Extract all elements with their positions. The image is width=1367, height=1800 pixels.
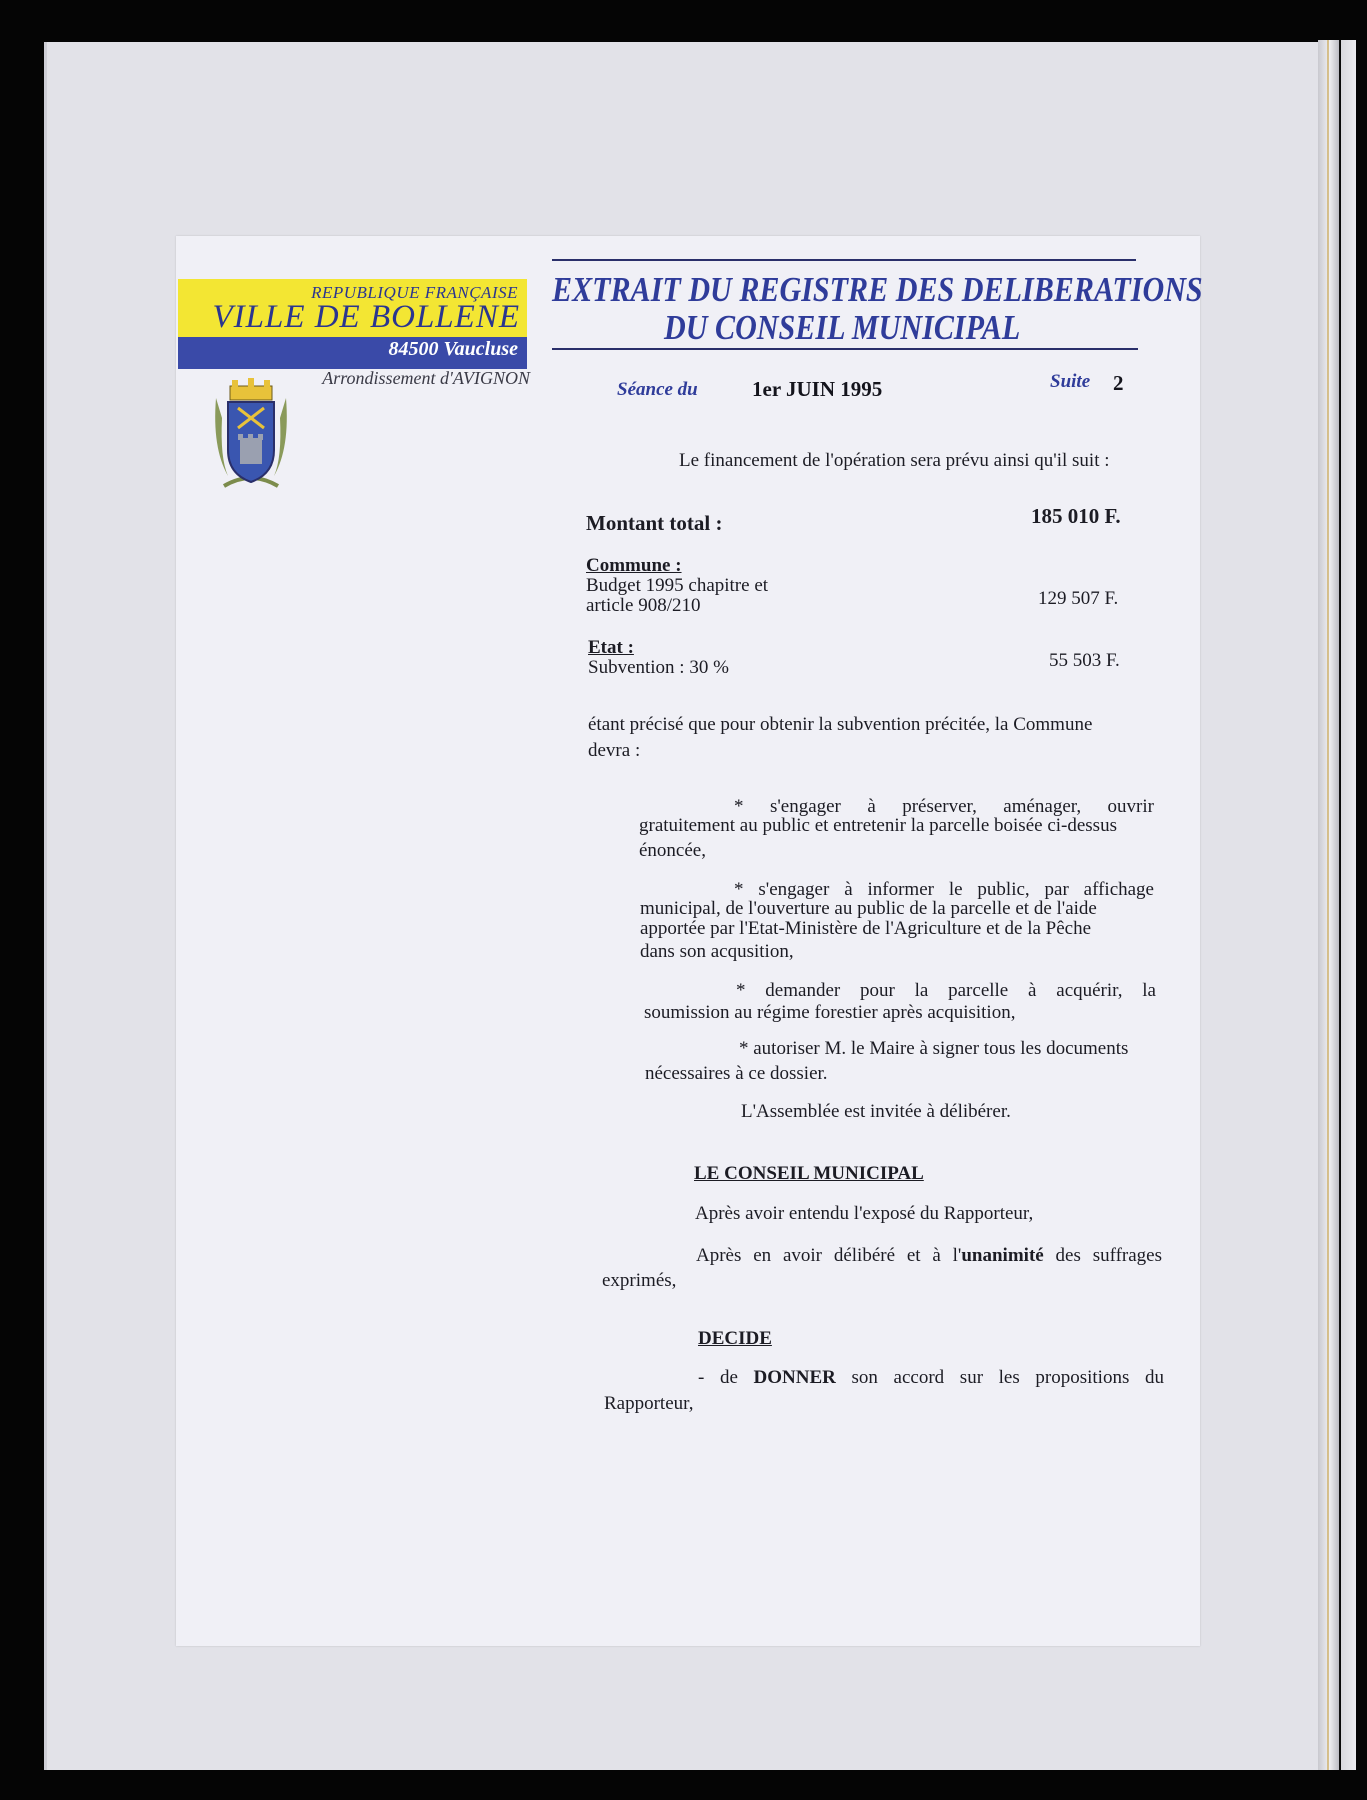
intro-text: Le financement de l'opération sera prévu ainsi qu'il suit : xyxy=(679,450,1110,471)
donner-bold: DONNER xyxy=(753,1367,836,1388)
page-edge xyxy=(1318,40,1356,1770)
document-title-line1: EXTRAIT DU REGISTRE DES DELIBERATIONS xyxy=(552,270,1203,309)
spine xyxy=(1327,40,1329,1770)
etat-label: Etat : xyxy=(588,637,634,658)
republic-label: REPUBLIQUE FRANÇAISE xyxy=(311,283,518,302)
document-title-line2-text: DU CONSEIL MUNICIPAL xyxy=(663,308,1021,347)
city-name: VILLE DE BOLLENE xyxy=(212,299,520,335)
apres2-bold: unanimité xyxy=(961,1245,1044,1266)
suite-label: Suite xyxy=(1050,371,1091,392)
document-title-line2 xyxy=(552,308,1132,348)
total-label: Montant total : xyxy=(586,511,723,535)
bullet2-line3: apportée par l'Etat-Ministère de l'Agriculture et de la Pêche xyxy=(640,918,1092,939)
commune-label: Commune : xyxy=(586,555,682,576)
bullet1-line3: énoncée, xyxy=(639,840,706,861)
precise-line1: étant précisé que pour obtenir la subvention précitée, la Commune xyxy=(588,714,1093,735)
bullet3-line2: soumission au régime forestier après acquisition, xyxy=(644,1002,1016,1023)
bullet2-line1: * s'engager à informer le public, par affichage xyxy=(734,879,1154,900)
header-rule-bottom xyxy=(552,348,1138,350)
total-value: 185 010 F. xyxy=(1031,504,1121,528)
bullet1-line1: * s'engager à préserver, aménager, ouvrir xyxy=(734,796,1154,817)
donner-pre: - de xyxy=(698,1367,754,1388)
bullet4-line2: nécessaires à ce dossier. xyxy=(645,1063,828,1084)
donner-line2: Rapporteur, xyxy=(604,1393,694,1414)
department-label: 84500 Vaucluse xyxy=(388,338,518,360)
assemblee-text: L'Assemblée est invitée à délibérer. xyxy=(741,1101,1011,1122)
header-rule-top xyxy=(552,259,1136,261)
bullet1-line2: gratuitement au public et entretenir la parcelle boisée ci-dessus xyxy=(639,815,1117,836)
apres2-post: des suffrages xyxy=(1043,1245,1162,1266)
bullet2-line4: dans son acqusition, xyxy=(640,941,794,962)
commune-line1: Budget 1995 chapitre et xyxy=(586,575,769,596)
coat-of-arms-icon xyxy=(210,378,292,494)
bullet4-line1: * autoriser M. le Maire à signer tous les documents xyxy=(739,1038,1129,1059)
apres2-line2: exprimés, xyxy=(602,1270,677,1291)
bullet3-line1: * demander pour la parcelle à acquérir, la xyxy=(736,980,1156,1001)
arrondissement-label: Arrondissement d'AVIGNON xyxy=(322,368,530,388)
commune-value: 129 507 F. xyxy=(1038,588,1119,609)
seance-date: 1er JUIN 1995 xyxy=(752,377,883,401)
bullet2-line2: municipal, de l'ouverture au public de la parcelle et de l'aide xyxy=(640,898,1097,919)
commune-line2: article 908/210 xyxy=(586,595,701,616)
donner-line1 xyxy=(698,1367,1164,1388)
decide-heading: DECIDE xyxy=(698,1328,772,1349)
suite-number: 2 xyxy=(1113,371,1124,395)
etat-value: 55 503 F. xyxy=(1049,650,1120,671)
apres1-text: Après avoir entendu l'exposé du Rapporteur, xyxy=(695,1203,1034,1224)
conseil-heading: LE CONSEIL MUNICIPAL xyxy=(694,1163,924,1184)
apres2-line1 xyxy=(696,1245,1162,1266)
precise-line2: devra : xyxy=(588,740,641,761)
donner-post: son accord sur les propositions du xyxy=(835,1367,1164,1388)
seance-label: Séance du xyxy=(617,379,698,400)
etat-line: Subvention : 30 % xyxy=(588,657,729,678)
apres2-pre: Après en avoir délibéré et à l' xyxy=(696,1245,962,1266)
